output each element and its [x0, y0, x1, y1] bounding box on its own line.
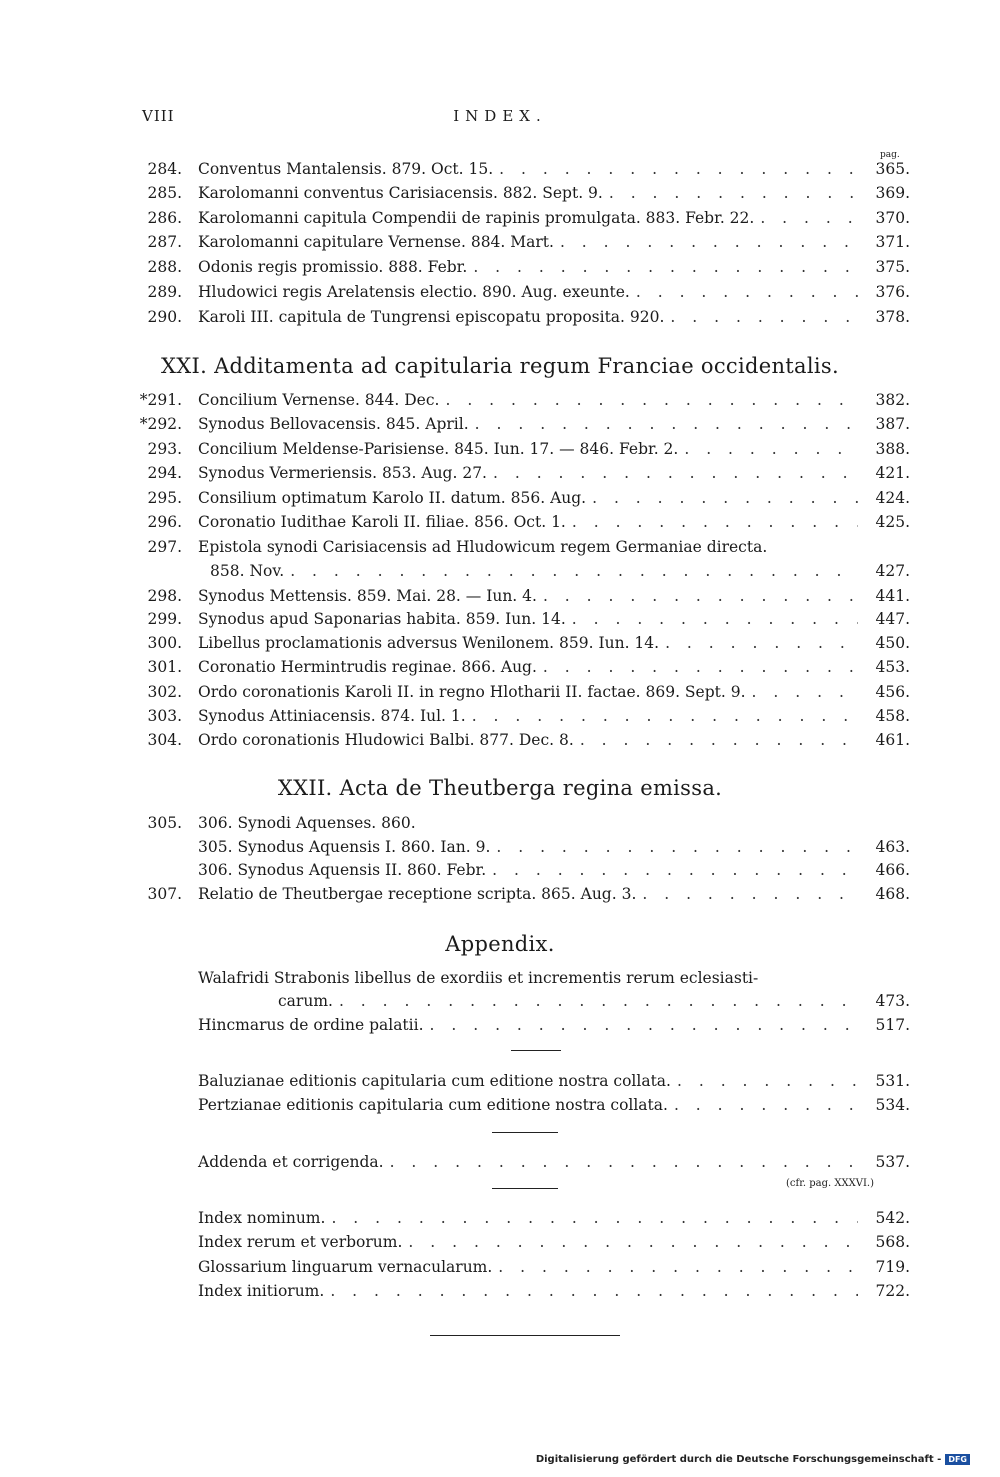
entry-number: 298. [147, 587, 182, 605]
page-number: VIII [142, 107, 175, 125]
entry-title: Index initiorum. [198, 1282, 325, 1300]
entry-title: Libellus proclamationis adversus Wenilonem. 859. Iun. 14. [198, 634, 660, 652]
appendix-entry [198, 1153, 910, 1177]
entry-title: Synodus Bellovacensis. 845. April. [198, 415, 469, 433]
index-entry [130, 489, 910, 513]
index-entry [130, 258, 910, 282]
leader-dots [472, 707, 858, 725]
index-entry [130, 634, 910, 658]
entry-page: 450. [875, 634, 910, 652]
entry-title: Karoli III. capitula de Tungrensi episcopatu proposita. 920. [198, 308, 665, 326]
entry-title: Karolomanni capitulare Vernense. 884. Mart. [198, 233, 554, 251]
entry-title: Addenda et corrigenda. [198, 1153, 384, 1171]
entry-title: Coronatio Hermintrudis reginae. 866. Aug. [198, 658, 537, 676]
entry-title: Index nominum. [198, 1209, 326, 1227]
entry-title: Hincmarus de ordine palatii. [198, 1016, 424, 1034]
leader-dots [390, 1153, 858, 1171]
index-entry [130, 731, 910, 755]
entry-title: Hludowici regis Arelatensis electio. 890. Aug. exeunte. [198, 283, 630, 301]
index-entry [130, 538, 910, 562]
appendix-entry [198, 1096, 910, 1120]
leader-dots [543, 587, 858, 605]
entry-number: *292. [139, 415, 182, 433]
entry-number: 294. [147, 464, 182, 482]
leader-dots [674, 1096, 858, 1114]
entry-title: Synodus Mettensis. 859. Mai. 28. — Iun. 4. [198, 587, 537, 605]
entry-number: *291. [139, 391, 182, 409]
index-entry [130, 440, 910, 464]
leader-dots [609, 184, 858, 202]
entry-page: 458. [875, 707, 910, 725]
entry-number: 302. [147, 683, 182, 701]
appendix-entry [198, 1282, 910, 1306]
leader-dots [475, 415, 858, 433]
leader-dots [331, 1209, 858, 1227]
index-entry [130, 308, 910, 332]
dfg-logo-icon: DFG [945, 1454, 970, 1465]
leader-dots [636, 283, 858, 301]
index-subentry [198, 838, 910, 862]
entry-title: Glossarium linguarum vernacularum. [198, 1258, 493, 1276]
leader-dots [670, 308, 858, 326]
entry-title: 858. Nov. [210, 562, 285, 580]
entry-title: Index rerum et verborum. [198, 1233, 403, 1251]
entry-page: 517. [875, 1016, 910, 1034]
entry-title: 306. Synodus Aquensis II. 860. Febr. [198, 861, 487, 879]
section-heading-appendix: Appendix. [445, 932, 555, 956]
entry-number: 285. [147, 184, 182, 202]
index-entry [130, 610, 910, 634]
index-entry [130, 814, 910, 838]
entry-title: Consilium optimatum Karolo II. datum. 856. Aug. [198, 489, 587, 507]
entry-title: carum. [278, 992, 333, 1010]
leader-dots [290, 562, 858, 580]
entry-number: 293. [147, 440, 182, 458]
index-subentry [198, 861, 910, 885]
leader-dots [330, 1282, 858, 1300]
leader-dots [473, 258, 858, 276]
index-entry-continuation [210, 562, 910, 586]
entry-page: 424. [875, 489, 910, 507]
entry-number: 296. [147, 513, 182, 531]
leader-dots [572, 610, 858, 628]
index-entry [130, 464, 910, 488]
entry-number: 297. [147, 538, 182, 556]
divider-rule [492, 1132, 558, 1133]
entry-title: Walafridi Strabonis libellus de exordiis et incrementis rerum eclesiasti- [198, 969, 759, 987]
appendix-entry [198, 1209, 910, 1233]
pag-label: pag. [880, 150, 900, 160]
index-entry [130, 707, 910, 731]
entry-page: 468. [875, 885, 910, 903]
leader-dots [572, 513, 858, 531]
entry-page: 531. [875, 1072, 910, 1090]
index-entry [130, 184, 910, 208]
leader-dots [430, 1016, 858, 1034]
entry-page: 369. [875, 184, 910, 202]
index-entry [130, 415, 910, 439]
appendix-entry [198, 969, 910, 993]
entry-number: 289. [147, 283, 182, 301]
footer-text: Digitalisierung gefördert durch die Deutsche Forschungsgemeinschaft - [535, 1454, 942, 1465]
entry-number: 305. [147, 814, 182, 832]
entry-number: 301. [147, 658, 182, 676]
leader-dots [560, 233, 858, 251]
entry-number: 303. [147, 707, 182, 725]
leader-dots [677, 1072, 858, 1090]
entry-page: 427. [875, 562, 910, 580]
index-entry [130, 885, 910, 909]
entry-page: 425. [875, 513, 910, 531]
index-entry [130, 391, 910, 415]
entry-title: 305. Synodus Aquensis I. 860. Ian. 9. [198, 838, 491, 856]
entry-page: 365. [875, 160, 910, 178]
entry-title: Synodus apud Saponarias habita. 859. Iun. 14. [198, 610, 566, 628]
entry-number: 307. [147, 885, 182, 903]
entry-page: 722. [875, 1282, 910, 1300]
leader-dots [752, 683, 858, 701]
dfg-footer [536, 1454, 970, 1465]
entry-page: 456. [875, 683, 910, 701]
entry-page: 568. [875, 1233, 910, 1251]
leader-dots [580, 731, 858, 749]
entry-page: 542. [875, 1209, 910, 1227]
entry-page: 463. [875, 838, 910, 856]
index-entry [130, 587, 910, 611]
entry-page: 375. [875, 258, 910, 276]
entry-title: Coronatio Iudithae Karoli II. filiae. 856. Oct. 1. [198, 513, 566, 531]
appendix-entry [198, 1016, 910, 1040]
entry-number: 304. [147, 731, 182, 749]
entry-title: Synodus Vermeriensis. 853. Aug. 27. [198, 464, 487, 482]
entry-number: 286. [147, 209, 182, 227]
entry-page: 447. [875, 610, 910, 628]
entry-page: 370. [875, 209, 910, 227]
index-entry [130, 160, 910, 184]
entry-page: 382. [875, 391, 910, 409]
section-heading-xxi: XXI. Additamenta ad capitularia regum Franciae occidentalis. [161, 354, 839, 378]
entry-page: 537. [875, 1153, 910, 1171]
appendix-entry [198, 1258, 910, 1282]
leader-dots [684, 440, 858, 458]
leader-dots [493, 464, 858, 482]
index-entry [130, 233, 910, 257]
entry-title: Ordo coronationis Karoli II. in regno Hlotharii II. factae. 869. Sept. 9. [198, 683, 746, 701]
leader-dots [665, 634, 858, 652]
leader-dots [642, 885, 858, 903]
entry-title: Karolomanni capitula Compendii de rapinis promulgata. 883. Febr. 22. [198, 209, 755, 227]
leader-dots [492, 861, 858, 879]
entry-page: 453. [875, 658, 910, 676]
leader-dots [498, 1258, 858, 1276]
entry-title: Baluzianae editionis capitularia cum editione nostra collata. [198, 1072, 671, 1090]
entry-number: 284. [147, 160, 182, 178]
section-heading-xxii: XXII. Acta de Theutberga regina emissa. [277, 776, 723, 800]
entry-page: 719. [875, 1258, 910, 1276]
entry-page: 378. [875, 308, 910, 326]
index-entry [130, 658, 910, 682]
entry-page: 376. [875, 283, 910, 301]
divider-rule [492, 1188, 558, 1189]
entry-title: Synodus Attiniacensis. 874. Iul. 1. [198, 707, 466, 725]
entry-page: 534. [875, 1096, 910, 1114]
appendix-entry [198, 1072, 910, 1096]
entry-title: Conventus Mantalensis. 879. Oct. 15. [198, 160, 494, 178]
index-entry [130, 513, 910, 537]
entry-title: Ordo coronationis Hludowici Balbi. 877. Dec. 8. [198, 731, 574, 749]
entry-page: 466. [875, 861, 910, 879]
entry-number: 295. [147, 489, 182, 507]
leader-dots [543, 658, 858, 676]
entry-number: 290. [147, 308, 182, 326]
appendix-entry [198, 1233, 910, 1257]
index-entry [130, 683, 910, 707]
entry-page: 441. [875, 587, 910, 605]
divider-rule [511, 1050, 561, 1051]
entry-page: 473. [875, 992, 910, 1010]
entry-title: Concilium Meldense-Parisiense. 845. Iun. 17. — 846. Febr. 2. [198, 440, 679, 458]
entry-title: Relatio de Theutbergae receptione scripta. 865. Aug. 3. [198, 885, 637, 903]
index-entry [130, 283, 910, 307]
index-entry [130, 209, 910, 233]
entry-page: 371. [875, 233, 910, 251]
entry-number: 287. [147, 233, 182, 251]
leader-dots [408, 1233, 858, 1251]
entry-title: Epistola synodi Carisiacensis ad Hludowicum regem Germaniae directa. [198, 538, 768, 556]
running-title: INDEX. [453, 107, 547, 125]
leader-dots [760, 209, 858, 227]
entry-page: 387. [875, 415, 910, 433]
leader-dots [445, 391, 858, 409]
leader-dots [592, 489, 858, 507]
entry-title: Concilium Vernense. 844. Dec. [198, 391, 440, 409]
appendix-entry-continuation [278, 992, 910, 1016]
entry-number: 299. [147, 610, 182, 628]
entry-page: 388. [875, 440, 910, 458]
entry-title: Odonis regis promissio. 888. Febr. [198, 258, 468, 276]
entry-page: 421. [875, 464, 910, 482]
entry-page: 461. [875, 731, 910, 749]
entry-number: 300. [147, 634, 182, 652]
entry-title: 306. Synodi Aquenses. 860. [198, 814, 416, 832]
entry-title: Pertzianae editionis capitularia cum editione nostra collata. [198, 1096, 668, 1114]
leader-dots [499, 160, 858, 178]
entry-number: 288. [147, 258, 182, 276]
leader-dots [339, 992, 858, 1010]
leader-dots [496, 838, 858, 856]
end-rule [430, 1335, 620, 1336]
cfr-note: (cfr. pag. XXXVI.) [786, 1178, 874, 1189]
entry-title: Karolomanni conventus Carisiacensis. 882. Sept. 9. [198, 184, 603, 202]
